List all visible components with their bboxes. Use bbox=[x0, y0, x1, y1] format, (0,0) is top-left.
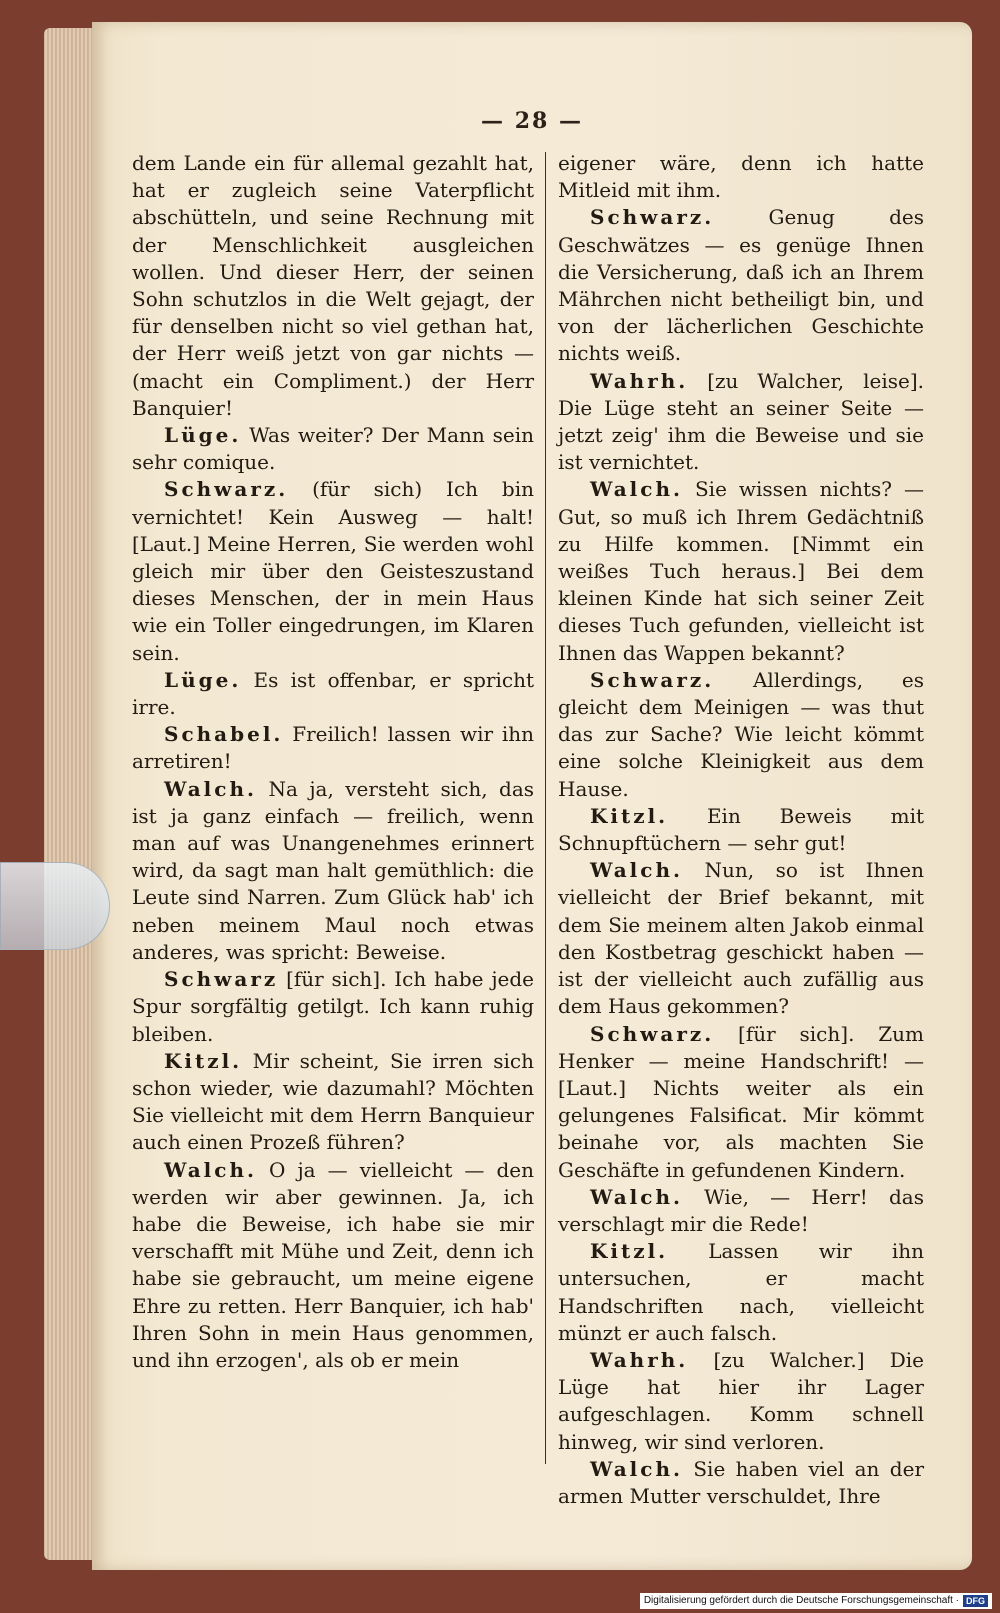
paragraph bbox=[558, 368, 924, 477]
paragraph bbox=[558, 803, 924, 857]
paragraph-text: Nun, so ist Ihnen vielleicht der Brief bekannt, mit dem Sie meinem alten Jakob einmal den Kostbetrag geschickt haben — ist der vielleicht auch zufällig aus dem Haus gekommen? bbox=[558, 858, 925, 1019]
speaker-name: Lüge. bbox=[164, 423, 242, 448]
speaker-name: Schwarz. bbox=[590, 1021, 715, 1046]
footer-text: Digitalisierung gefördert durch die Deutsche Forschungsgemeinschaft · bbox=[643, 1595, 959, 1606]
paragraph-text: Wie, — Herr! das verschlagt mir die Rede! bbox=[558, 1184, 924, 1236]
paragraph-text: eigener wäre, denn ich hatte Mitleid mit ihm. bbox=[558, 151, 924, 203]
speaker-name: Walch. bbox=[164, 776, 257, 801]
speaker-name: Walch. bbox=[590, 477, 683, 502]
paragraph bbox=[558, 667, 924, 803]
speaker-name: Schwarz. bbox=[590, 667, 715, 692]
page-number: — 28 — bbox=[481, 108, 583, 134]
paragraph-text: Genug des Geschwätzes — es genüge Ihnen die Versicherung, daß ich an Ihrem Mährchen nicht betheiligt bin, und von der lächerlichen Geschichte nichts weiß. bbox=[558, 205, 925, 366]
paragraph-text: Sie haben viel an der armen Mutter verschuldet, Ihre bbox=[558, 1456, 925, 1508]
paragraph-text: Na ja, versteht sich, das ist ja ganz einfach — freilich, wenn man auf was Unangenehmes erinnert wird, da sagt man halt gemüthlich: die Leute sind Narren. Zum Glück hab' ich neben meinem Maul noch etwas anderes, was spricht: Beweise. bbox=[132, 776, 535, 964]
paragraph bbox=[132, 1048, 534, 1157]
paragraph-text: [für sich]. Zum Henker — meine Handschrift! — [Laut.] Nichts weiter als ein gelungenes Falsificat. Mir kömmt beinahe vor, als machten Sie Geschäfte in gefundenen Kindern. bbox=[558, 1021, 925, 1182]
paragraph bbox=[558, 476, 924, 666]
speaker-name: Wahrh. bbox=[590, 1347, 689, 1372]
speaker-name: Schwarz. bbox=[164, 477, 289, 502]
paragraph-text: (für sich) Ich bin vernichtet! Kein Ausweg — halt! [Laut.] Meine Herren, Sie werden wohl gleich mir über den Geisteszustand dieses Menschen, der in mein Haus wie ein Toller eingedrungen, im Klaren sein. bbox=[132, 477, 535, 665]
speaker-name: Walch. bbox=[590, 1184, 683, 1209]
paragraph-text: dem Lande ein für allemal gezahlt hat, hat er zugleich seine Vaterpflicht abschütteln, und seine Rechnung mit der Menschlichkeit ausgleichen wollen. Und dieser Herr, der seinen Sohn schutzlos in die Welt gejagt, der für denselben nicht so viel gethan hat, der Herr weiß jetzt von gar nichts — (macht ein Compliment.) der Herr Banquier! bbox=[132, 151, 534, 420]
paragraph bbox=[132, 1157, 534, 1375]
column-divider bbox=[545, 152, 546, 1464]
book-page bbox=[92, 22, 972, 1570]
speaker-name: Schwarz bbox=[164, 967, 279, 992]
paragraph bbox=[558, 1238, 924, 1347]
paragraph bbox=[132, 476, 534, 666]
paragraph-text: O ja — vielleicht — den werden wir aber gewinnen. Ja, ich habe die Beweise, ich habe sie mir verschafft mit Mühe und Zeit, denn ich habe sie gebraucht, um meine eigene Ehre zu retten. Herr Banquier, ich hab' Ihren Sohn in mein Haus genommen, und ihn erzogen', als ob er mein bbox=[132, 1157, 534, 1372]
paragraph bbox=[558, 1021, 924, 1184]
paragraph bbox=[558, 1456, 924, 1510]
left-column bbox=[132, 150, 534, 1374]
speaker-name: Wahrh. bbox=[590, 368, 689, 393]
paragraph bbox=[132, 966, 534, 1048]
speaker-name: Lüge. bbox=[164, 667, 242, 692]
paragraph bbox=[558, 150, 924, 204]
paragraph bbox=[558, 204, 924, 367]
speaker-name: Kitzl. bbox=[164, 1048, 243, 1073]
paragraph-text: [für sich]. Ich habe jede Spur sorgfältig getilgt. Ich kann ruhig bleiben. bbox=[132, 967, 534, 1046]
paragraph bbox=[132, 776, 534, 966]
paragraph-text: [zu Walcher, leise]. Die Lüge steht an seiner Seite — jetzt zeig' ihm die Beweise und sie ist vernichtet. bbox=[558, 368, 924, 475]
speaker-name: Schabel. bbox=[164, 722, 284, 747]
paragraph-text: Lassen wir ihn untersuchen, er macht Handschriften nach, vielleicht münzt er auch falsch. bbox=[558, 1239, 924, 1345]
paragraph-text: Was weiter? Der Mann sein sehr comique. bbox=[132, 423, 535, 475]
right-column bbox=[558, 150, 924, 1510]
paragraph-text: Ein Beweis mit Schnupftüchern — sehr gut! bbox=[558, 803, 924, 856]
paragraph-text: Sie wissen nichts? — Gut, so muß ich Ihrem Gedächtniß zu Hilfe kommen. [Nimmt ein weißes Tuch heraus.] Bei dem kleinen Kinde hat sich seiner Zeit dieses Tuch gefunden, vielleicht ist Ihnen das Wappen bekannt? bbox=[558, 477, 925, 665]
speaker-name: Kitzl. bbox=[590, 803, 669, 828]
paragraph bbox=[132, 150, 534, 422]
paragraph bbox=[558, 857, 924, 1020]
speaker-name: Walch. bbox=[590, 1456, 683, 1481]
speaker-name: Schwarz. bbox=[590, 205, 715, 230]
paragraph-text: Mir scheint, Sie irren sich schon wieder, wie dazumahl? Möchten Sie vielleicht mit dem Herrn Banquieur auch einen Prozeß führen? bbox=[132, 1048, 534, 1155]
paragraph-text: Es ist offenbar, er spricht irre. bbox=[132, 667, 534, 720]
speaker-name: Walch. bbox=[590, 858, 683, 883]
paragraph bbox=[558, 1347, 924, 1456]
speaker-name: Kitzl. bbox=[590, 1239, 669, 1264]
thumb-holding-page bbox=[0, 862, 110, 950]
paragraph bbox=[132, 721, 534, 775]
paragraph bbox=[558, 1184, 924, 1238]
speaker-name: Walch. bbox=[164, 1157, 257, 1182]
paragraph bbox=[132, 667, 534, 721]
dfg-logo: DFG bbox=[963, 1595, 988, 1607]
paragraph bbox=[132, 422, 534, 476]
paragraph-text: [zu Walcher.] Die Lüge hat hier ihr Lager aufgeschlagen. Komm schnell hinweg, wir sind verloren. bbox=[558, 1347, 924, 1454]
paragraph-text: Freilich! lassen wir ihn arretiren! bbox=[132, 722, 535, 774]
digitization-footer bbox=[640, 1593, 992, 1609]
paragraph-text: Allerdings, es gleicht dem Meinigen — was thut das zur Sache? Wie leicht kömmt eine solche Kleinigkeit aus dem Hause. bbox=[558, 667, 924, 801]
